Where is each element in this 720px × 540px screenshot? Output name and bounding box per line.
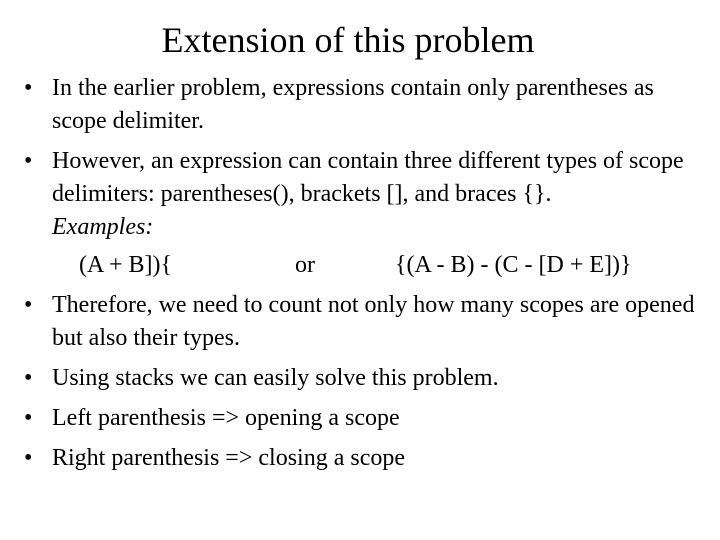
bullet-item — [24, 72, 714, 138]
example-separator: or — [295, 252, 315, 278]
bullet-dot-icon: • — [24, 365, 33, 391]
bullet-dot-icon: • — [24, 405, 33, 431]
example-unbalanced: (A + B]){ — [79, 252, 173, 278]
bullet-text: In the earlier problem, expressions contain only parentheses as scope delimiter. — [52, 75, 654, 134]
bullet-item — [24, 362, 714, 395]
bullet-text: Using stacks we can easily solve this problem. — [52, 365, 499, 391]
bullet-item — [24, 145, 714, 282]
bullet-dot-icon: • — [24, 445, 33, 471]
slide-title: Extension of this problem — [161, 20, 535, 60]
bullet-text: Right parenthesis => closing a scope — [52, 445, 406, 471]
bullet-item — [24, 402, 714, 435]
example-balanced: {(A - B) - (C - [D + E])} — [395, 252, 632, 278]
bullet-text: Therefore, we need to count not only how many scopes are opened but also their types. — [52, 292, 695, 351]
bullet-list — [24, 72, 714, 482]
bullet-text: However, an expression can contain three different types of scope delimiters: parentheses(), brackets [], and braces {}. — [52, 148, 684, 207]
bullet-item — [24, 442, 714, 475]
examples-row — [52, 249, 714, 282]
bullet-dot-icon: • — [24, 148, 33, 174]
bullet-item — [24, 289, 714, 355]
bullet-dot-icon: • — [24, 75, 33, 101]
bullet-dot-icon: • — [24, 292, 33, 318]
examples-label: Examples: — [52, 214, 154, 240]
bullet-text: Left parenthesis => opening a scope — [52, 405, 400, 431]
